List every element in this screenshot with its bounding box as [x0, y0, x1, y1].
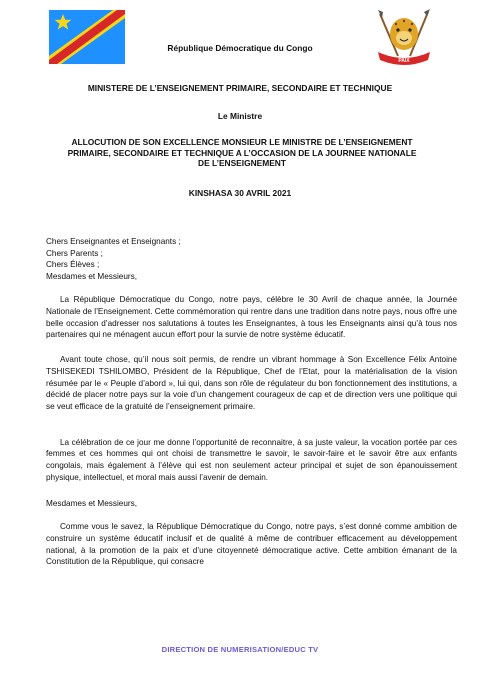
- minister-heading: Le Ministre: [217, 111, 263, 121]
- greeting-ladies-gentlemen: Mesdames et Messieurs,: [46, 271, 138, 281]
- paragraph-homage: Avant toute chose, qu’il nous soit permis, de rendre un vibrant hommage à Son Excellence Félix Antoine TSHISEKEDI TSHILOMBO, Président de la République, Chef de l’Etat, pour la matérialisation de la vision résumée par le « Peuple d’abord », lui qui, dans son rôle de régulateur du bon fonctionnement des institutions, a décidé de placer notre pays sur la voie d’un changement courageux de cap et de direction vers une politique qui se veut efficace de la gratuité de l’enseignement primaire.: [46, 355, 457, 411]
- greeting-ladies-gentlemen-2: Mesdames et Messieurs,: [46, 498, 138, 508]
- dateline: KINSHASA 30 AVRIL 2021: [188, 188, 292, 198]
- paragraph-intro: La République Démocratique du Congo, notre pays, célèbre le 30 Avril de chaque année, la Journée Nationale de l’Enseignement. Cette commémoration qui rentre dans une tradition dans notre pays, nous offre une belle occasion d’adresser nos salutations à toutes les Enseignantes, à tous les Enseignants ainsi qu’à tous nos partenaires qui ne ménagent aucun effort pour la survie de notre système éducatif.: [46, 295, 457, 340]
- paragraph-ambition: Comme vous le savez, la République Démocratique du Congo, notre pays, s’est donné comme ambition de construire un système éducatif inclusif et de qualité à même de contribuer efficacement au développement national, à la promotion de la paix et d’une citoyenneté démocratique active. Cette ambition émanant de la Constitution de la République, qui consacre: [46, 522, 457, 567]
- speech-title: ALLOCUTION DE SON EXCELLENCE MONSIEUR LE MINISTRE DE L’ENSEIGNEMENT PRIMAIRE, SECONDAIRE ET TECHNIQUE A L’OCCASION DE LA JOURNEE NATIONALE DE L’ENSEIGNEMENT: [67, 137, 417, 169]
- footer-credit: DIRECTION DE NUMERISATION/EDUC TV: [161, 645, 319, 654]
- greeting-parents: Chers Parents ;: [46, 248, 103, 258]
- speech-body: [46, 236, 457, 568]
- greeting-pupils: Chers Élèves ;: [46, 260, 100, 270]
- ministry-heading: MINISTERE DE L’ENSEIGNEMENT PRIMAIRE, SECONDAIRE ET TECHNIQUE: [87, 83, 393, 93]
- emblem-motto: PAIX: [398, 58, 410, 64]
- republic-name: République Démocratique du Congo: [167, 43, 313, 53]
- coat-of-arms-icon: [370, 8, 436, 70]
- greeting-teachers: Chers Enseignantes et Enseignants ;: [46, 237, 181, 246]
- drc-flag-icon: [49, 10, 125, 64]
- paragraph-celebration: La célébration de ce jour me donne l’opportunité de reconnaitre, à sa juste valeur, la vocation portée par ces femmes et ces hommes qui ont choisi de transmettre le savoir, le savoir-faire et le savoir être aux enfants congolais, mais également à l’élève qui est non seulement acteur principal et sujet de son épanouissement physique, intellectuel, et moral mais aussi l’avenir de demain.: [46, 437, 457, 482]
